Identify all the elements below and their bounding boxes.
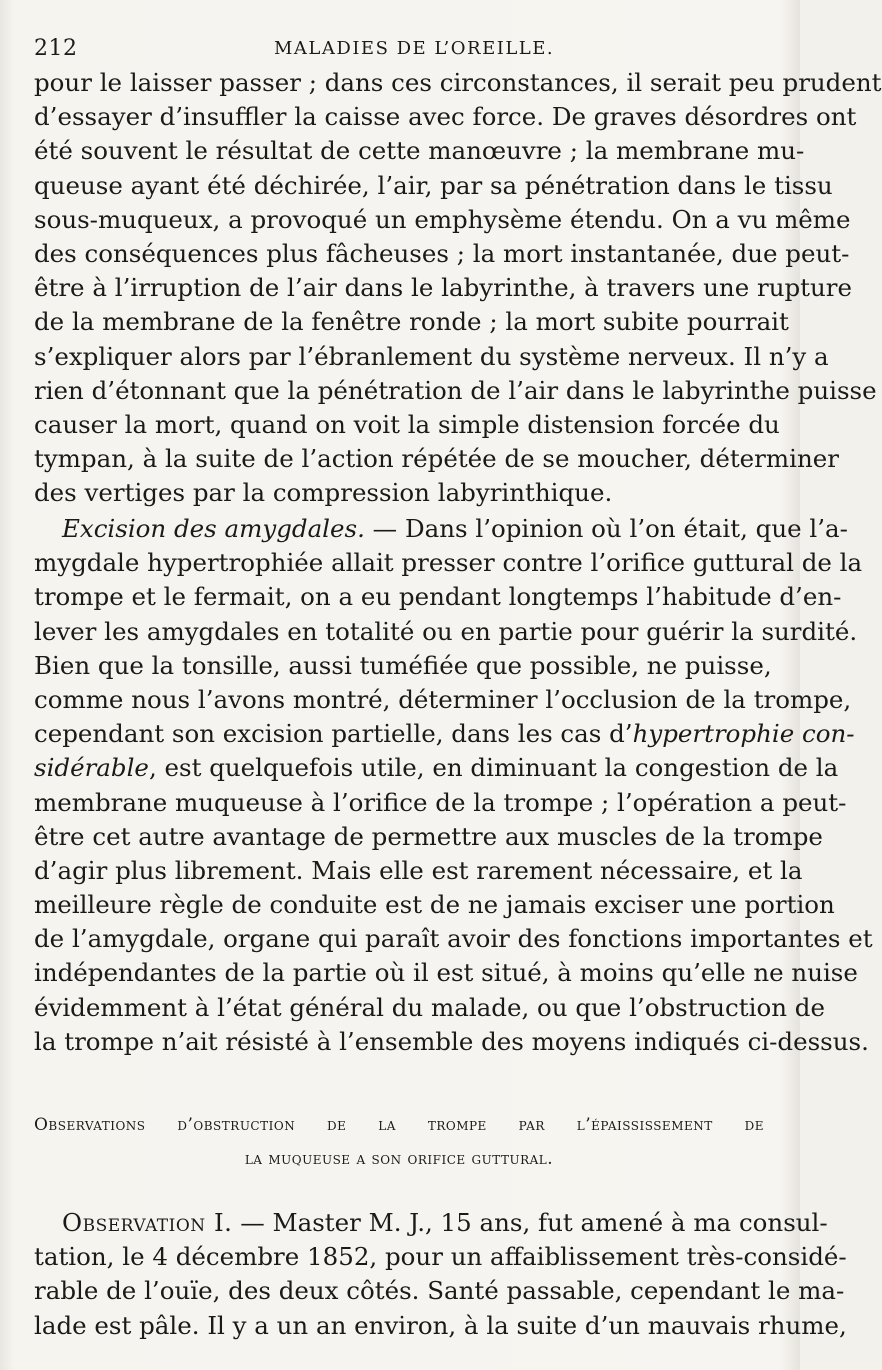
section-title-excision: Excision des amygdales. <box>62 514 365 543</box>
text-line: été souvent le résultat de cette manœuvre ; la membrane mu- <box>34 136 805 166</box>
text-fragment: — Master M. J., 15 ans, fut amené à ma consul- <box>232 1208 828 1237</box>
text-line: être cet autre avantage de permettre aux muscles de la trompe <box>34 821 823 851</box>
page-number: 212 <box>34 36 78 61</box>
text-line: causer la mort, quand on voit la simple distension forcée du <box>34 409 780 439</box>
text-line: tympan, à la suite de l’action répétée de se moucher, déterminer <box>34 444 839 474</box>
text-line: queuse ayant été déchirée, l’air, par sa pénétration dans le tissu <box>34 170 833 200</box>
text-line: des conséquences plus fâcheuses ; la mort instantanée, due peut- <box>34 238 850 268</box>
text-fragment: , est quelquefois utile, en diminuant la congestion de la <box>148 753 839 783</box>
text-line: indépendantes de la partie où il est situé, à moins qu’elle ne nuise <box>34 958 858 988</box>
text-line: de la membrane de la fenêtre ronde ; la mort subite pourrait <box>34 307 789 337</box>
text-line: tation, le 4 décembre 1852, pour un affaiblissement très-considé- <box>34 1242 847 1272</box>
text-line: pour le laisser passer ; dans ces circonstances, il serait peu prudent <box>34 68 882 97</box>
text-line <box>34 717 855 751</box>
text-line <box>34 751 839 785</box>
italic-fragment: hypertrophie con- <box>632 719 855 749</box>
text-line: meilleure règle de conduite est de ne jamais exciser une portion <box>34 890 835 920</box>
text-line: s’expliquer alors par l’ébranlement du système nerveux. Il n’y a <box>34 341 829 371</box>
text-line: Bien que la tonsille, aussi tuméfiée que possible, ne puisse, <box>34 650 772 680</box>
section-heading-line: Observations d’obstruction de la trompe par l’épaississement de <box>34 1115 764 1135</box>
text-fragment: — Dans l’opinion où l’on était, que l’a- <box>364 514 848 543</box>
text-line: rien d’étonnant que la pénétration de l’air dans le labyrinthe puisse <box>34 375 877 405</box>
text-line: d’agir plus librement. Mais elle est rarement nécessaire, et la <box>34 855 803 885</box>
text-line: lade est pâle. Il y a un an environ, à la suite d’un mauvais rhume, <box>34 1310 847 1340</box>
text-line: évidemment à l’état général du malade, ou que l’obstruction de <box>34 992 825 1022</box>
text-line: membrane muqueuse à l’orifice de la trompe ; l’opération a peut- <box>34 787 847 817</box>
paragraph-1 <box>34 66 882 510</box>
text-line <box>34 512 848 546</box>
running-head: MALADIES DE L’OREILLE. <box>274 38 555 59</box>
observation-label: Observation I. <box>62 1208 233 1237</box>
text-line <box>34 1206 828 1240</box>
text-line: de l’amygdale, organe qui paraît avoir des fonctions importantes et <box>34 924 873 954</box>
section-heading-line: la muqueuse a son orifice guttural. <box>244 1149 554 1169</box>
text-line: la trompe n’ait résisté à l’ensemble des moyens indiqués ci-dessus. <box>34 1026 869 1056</box>
text-line: sous-muqueux, a provoqué un emphysème étendu. On a vu même <box>34 204 851 234</box>
page-header <box>34 30 764 70</box>
text-line: rable de l’ouïe, des deux côtés. Santé passable, cependant le ma- <box>34 1276 845 1306</box>
text-line: lever les amygdales en totalité ou en partie pour guérir la surdité. <box>34 616 858 646</box>
text-line: être à l’irruption de l’air dans le labyrinthe, à travers une rupture <box>34 273 852 303</box>
paragraph-2 <box>34 512 873 1059</box>
text-line: mygdale hypertrophiée allait presser contre l’orifice guttural de la <box>34 548 863 578</box>
text-line: trompe et le fermait, on a eu pendant longtemps l’habitude d’en- <box>34 582 842 612</box>
text-line: des vertiges par la compression labyrinthique. <box>34 478 613 508</box>
section-heading <box>34 1108 764 1176</box>
text-fragment: cependant son excision partielle, dans les cas d’ <box>34 719 633 749</box>
text-line: d’essayer d’insuffler la caisse avec force. De graves désordres ont <box>34 102 857 132</box>
text-line: comme nous l’avons montré, déterminer l’occlusion de la trompe, <box>34 684 852 714</box>
paragraph-3 <box>34 1206 847 1343</box>
italic-fragment: sidérable <box>34 753 149 783</box>
